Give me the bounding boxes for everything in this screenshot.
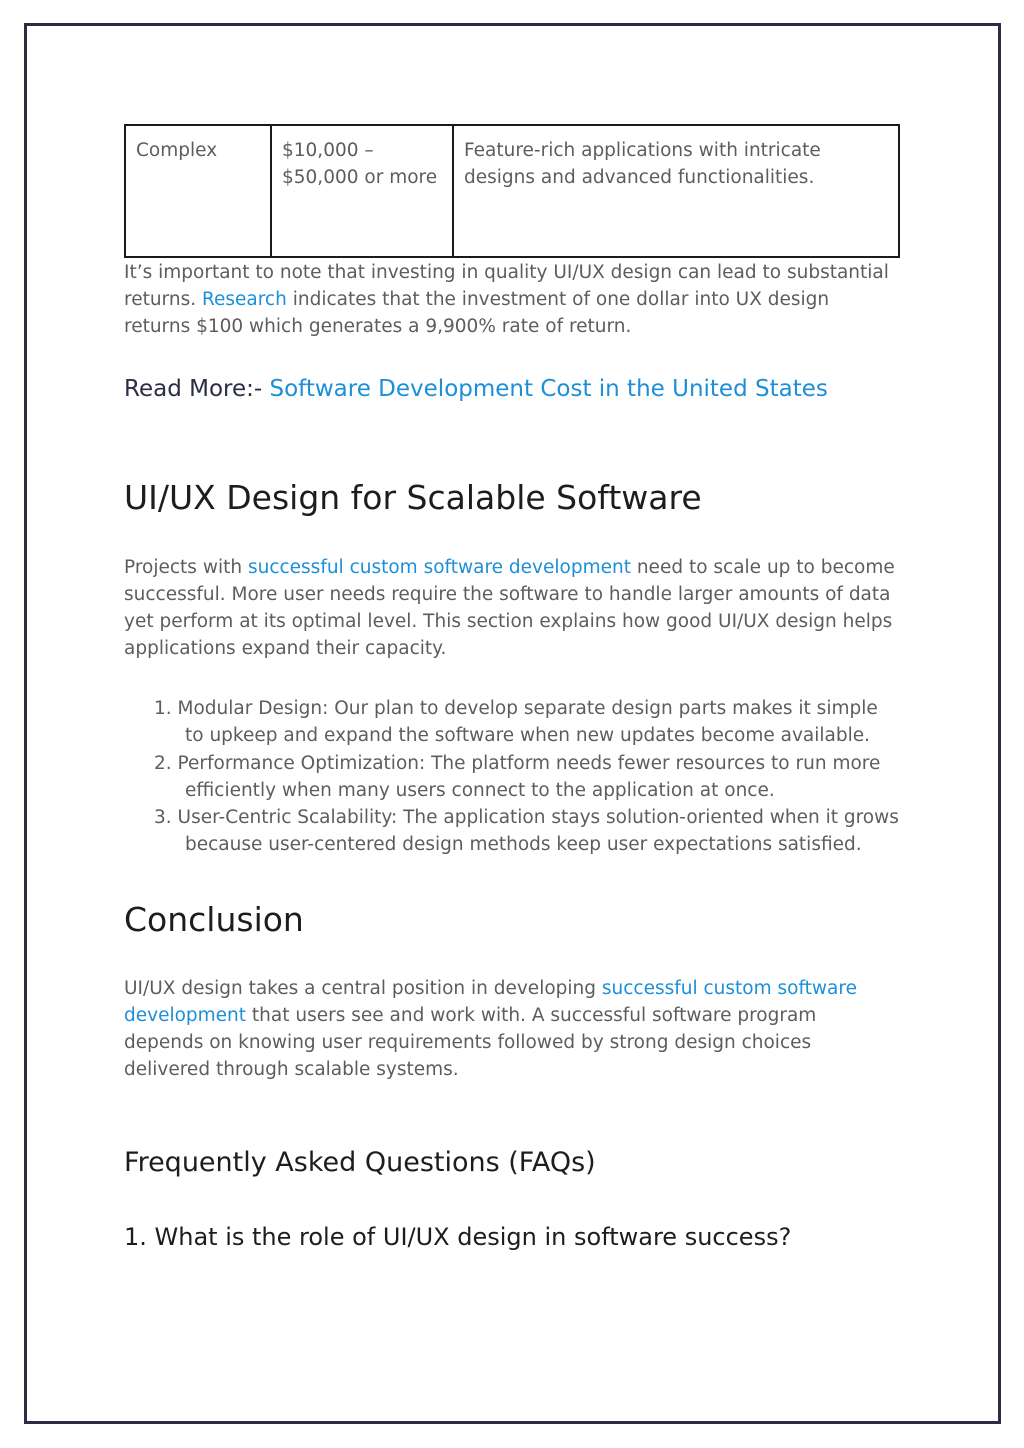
scalable-intro-end: need to scale up to become successful. More user needs require the software to handle larger amounts of data yet perform at its optimal level. This section explains how good UI/UX design helps applications expand their capacity. [124,557,895,659]
list-item: 3. User-Centric Scalability: The application stays solution-oriented when it grows because user-centered design methods keep user expectations satisfied. [154,807,899,856]
faq-question-1[interactable]: 1. What is the role of UI/UX design in software success? [124,1223,792,1251]
cost-table [124,124,900,258]
conclusion-text-end: that users see and work with. A successful software program depends on knowing user requirements followed by strong design choices delivered through scalable systems. [124,1005,817,1080]
conclusion-paragraph [124,975,900,1083]
table-cell-tier: Complex [125,125,271,257]
roi-paragraph [124,259,900,340]
read-more [124,373,828,405]
list-item: 1. Modular Design: Our plan to develop separate design parts makes it simple to upkeep and expand the software when new updates become available. [154,698,878,747]
scalability-list [154,695,900,859]
scalable-intro [124,554,900,662]
custom-software-link[interactable]: successful custom software development [247,557,631,578]
conclusion-heading: Conclusion [124,900,304,939]
list-item: 2. Performance Optimization: The platform needs fewer resources to run more efficiently when many users connect to the application at once. [154,752,881,801]
research-link[interactable]: Research [201,289,287,310]
scalable-intro-start: Projects with [124,557,248,578]
roi-text-start: It’s important to note that investing in quality UI/UX design can lead to substantial returns. [124,262,889,310]
read-more-label: Read More:- [124,376,270,402]
scalable-heading: UI/UX Design for Scalable Software [124,478,702,517]
table-cell-cost: $10,000 – $50,000 or more [271,125,453,257]
conclusion-link[interactable]: successful custom software development [124,978,857,1026]
table-cell-description: Feature-rich applications with intricate designs and advanced functionalities. [453,125,899,257]
read-more-link[interactable]: Software Development Cost in the United States [269,376,828,402]
conclusion-text-start: UI/UX design takes a central position in developing [124,978,602,999]
roi-text-end: indicates that the investment of one dollar into UX design returns $100 which generates a 9,900% rate of return. [124,289,830,337]
faq-heading: Frequently Asked Questions (FAQs) [124,1147,596,1178]
table-row [125,125,899,257]
